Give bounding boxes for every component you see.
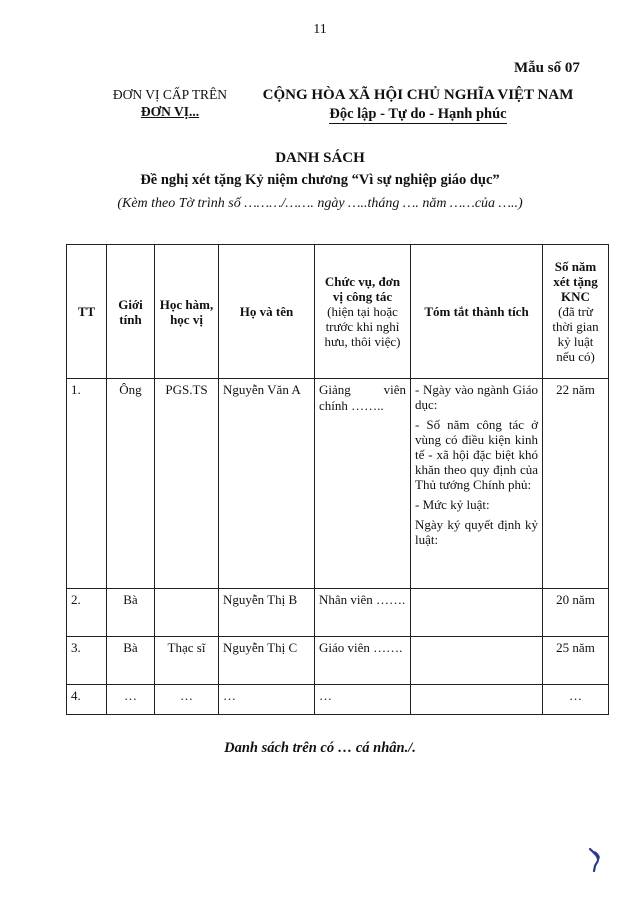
cell-years: 22 năm — [543, 379, 609, 589]
table-header-row — [67, 245, 609, 379]
pen-mark-icon — [586, 846, 602, 872]
header-achievements: Tóm tắt thành tích — [411, 245, 543, 379]
page-number: 11 — [313, 22, 327, 37]
cell-years: … — [543, 685, 609, 715]
nominee-table — [66, 244, 609, 715]
cell-position: Giáo viên ……. — [315, 637, 411, 685]
cell-name: Nguyễn Thị C — [219, 637, 315, 685]
header-tt: TT — [67, 245, 107, 379]
cell-name: Nguyễn Thị B — [219, 589, 315, 637]
issuing-unit-header — [100, 86, 240, 120]
header-position-title: Chức vụ, đơn vị công tác — [324, 274, 401, 304]
unit-label: ĐƠN VỊ... — [140, 104, 200, 119]
cell-tt: 4. — [67, 685, 107, 715]
cell-tt: 1. — [67, 379, 107, 589]
achievement-line: Ngày ký quyết định kỷ luật: — [415, 517, 538, 547]
cell-years: 20 năm — [543, 589, 609, 637]
attachment-note: (Kèm theo Tờ trình số ………/……. ngày …..tháng …. năm ……của …..) — [117, 196, 523, 211]
nation-name: CỘNG HÒA XÃ HỘI CHỦ NGHĨA VIỆT NAM — [262, 87, 574, 103]
header-years-title: Số năm xét tặng KNC — [553, 259, 598, 304]
cell-degree — [155, 589, 219, 637]
achievement-line: - Số năm công tác ở vùng có điều kiện kinh tế - xã hội đặc biệt khó khăn theo quy định của Thủ tướng Chính phủ: — [415, 417, 538, 492]
table-row — [67, 685, 609, 715]
cell-gender: … — [107, 685, 155, 715]
document-subtitle: Đề nghị xét tặng Kỷ niệm chương “Vì sự nghiệp giáo dục” — [140, 172, 500, 188]
cell-achievements — [411, 685, 543, 715]
cell-tt: 2. — [67, 589, 107, 637]
table-row — [67, 637, 609, 685]
cell-gender: Bà — [107, 589, 155, 637]
cell-gender: Ông — [107, 379, 155, 589]
cell-position: Giảng viên chính …….. — [315, 379, 411, 589]
national-motto: Độc lập - Tự do - Hạnh phúc — [329, 106, 507, 122]
cell-tt: 3. — [67, 637, 107, 685]
header-name: Họ và tên — [219, 245, 315, 379]
header-position-note: (hiện tại hoặc trước khi nghỉ hưu, thôi việc) — [324, 304, 401, 349]
cell-gender: Bà — [107, 637, 155, 685]
cell-degree: … — [155, 685, 219, 715]
cell-name: Nguyễn Văn A — [219, 379, 315, 589]
footer-note: Danh sách trên có … cá nhân./. — [224, 740, 416, 756]
cell-degree: Thạc sĩ — [155, 637, 219, 685]
cell-degree: PGS.TS — [155, 379, 219, 589]
header-years — [543, 245, 609, 379]
form-code: Mẫu số 07 — [514, 60, 580, 76]
document-title: DANH SÁCH — [275, 150, 365, 166]
table-row — [67, 379, 609, 589]
cell-position: … — [315, 685, 411, 715]
header-position — [315, 245, 411, 379]
table-row — [67, 589, 609, 637]
cell-achievements — [411, 589, 543, 637]
cell-years: 25 năm — [543, 637, 609, 685]
national-header — [248, 86, 588, 124]
header-years-note: (đã trừ thời gian kỷ luật nếu có) — [552, 304, 599, 364]
cell-position: Nhân viên ……. — [315, 589, 411, 637]
achievement-line: - Ngày vào ngành Giáo dục: — [415, 382, 538, 412]
header-gender: Giới tính — [107, 245, 155, 379]
cell-achievements — [411, 637, 543, 685]
cell-name: … — [219, 685, 315, 715]
achievement-line: - Mức kỷ luật: — [415, 497, 490, 512]
header-degree: Học hàm, học vị — [155, 245, 219, 379]
cell-achievements — [411, 379, 543, 589]
parent-unit-label: ĐƠN VỊ CẤP TRÊN — [112, 87, 228, 102]
